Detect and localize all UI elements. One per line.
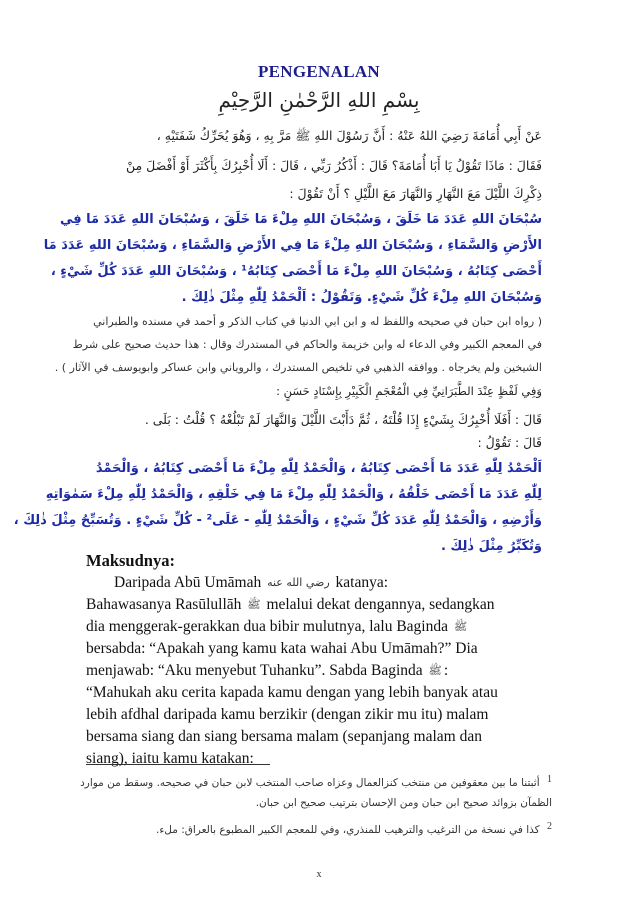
footnote-text: الظمآن بزوائد صحيح ابن حبان ومن الإحسان بترتيب صحيح ابن حبان. [255, 797, 552, 809]
translation-text: menjawab: “Aku menyebut Tuhanku”. Sabda Baginda [86, 662, 423, 679]
translation-text: : [443, 662, 449, 679]
dhikr-line: اَلْحَمْدُ لِلّٰهِ عَدَدَ مَا أَحْصَى كِتَابُهُ ، وَالْحَمْدُ لِلّٰهِ مِلْءَ مَا أَحْصَى كِتَابُهُ ، وَالْحَمْدُ [95, 461, 542, 476]
source-note-line: ( رواه ابن حبان في صحيحه واللفظ له و ابن ابي الدنيا في كتاب الذكر و أحمد في مسنده والطبراني [93, 315, 542, 328]
source-note-line: الشيخين ولم يخرجاه . ووافقه الذهبي في تلخيص المستدرك ، والروياني وابن عساكر وابويوسف في الآثار ) . [54, 361, 542, 374]
footnote-number: 2 [547, 821, 552, 832]
translation-line [86, 663, 552, 679]
salawat-sign: ﷺ [428, 664, 442, 677]
dhikr-line: وَسُبْحَانَ اللهِ مِلْءَ كُلِّ شَيْءٍ. وَتَقُوْلُ : اَلْحَمْدُ لِلّٰهِ مِثْلَ ذٰلِكَ . [181, 290, 542, 305]
radhiallahu-anhu-sign: رضي الله عنه [267, 576, 330, 589]
footnote-text: أثبتنا ما بين معقوفين من منتخب كنزالعمال وعزاه صاحب المنتخب لابن حبان في صحيحه. وسقط من موارد [80, 777, 540, 789]
arabic-narration-line: ذِكْرِكَ اللَّيْلَ مَعَ النَّهَارِ وَالنَّهَارَ مَعَ اللَّيْلِ ؟ أَنْ تَقُوْلَ : [289, 186, 542, 201]
translation-text: Bahawasanya Rasūlullāh [86, 596, 242, 613]
dhikr-line: سُبْحَانَ اللهِ عَدَدَ مَا خَلَقَ ، وَسُبْحَانَ اللهِ مِلْءَ مَا خَلَقَ ، وَسُبْحَانَ اللهِ عَدَدَ مَا فِي [59, 212, 542, 227]
dhikr-line: الأَرْضِ وَالسَّمَاءِ ، وَسُبْحَانَ اللهِ مِلْءَ مَا فِي الأَرْضِ وَالسَّمَاءِ ، وَسُبْحَانَ اللهِ عَدَدَ مَا [43, 238, 542, 253]
arabic-narration-line: عَنْ أَبِي أُمَامَةَ رَضِيَ اللهُ عَنْهُ : أَنَّ رَسُوْلَ اللهِ ﷺ مَرَّ بِهِ ، وَهُوَ يُحَرِّكُ شَفَتَيْهِ ، [156, 128, 542, 143]
salawat-sign: ﷺ [453, 620, 468, 633]
translation-line: lebih afdhal daripada kamu berzikir (dengan zikir mu itu) malam [86, 706, 489, 723]
salawat-sign: ﷺ [247, 598, 261, 611]
footnote-number: 1 [547, 774, 552, 785]
maksudnya-heading: Maksudnya: [86, 551, 175, 570]
footnote-divider [86, 764, 270, 765]
arabic-followup-line: قَالَ : أَفَلَا أُخْبِرُكَ بِشَيْءٍ إِذَا قُلْتَهُ ، ثُمَّ دَأَبْتَ اللَّيْلَ وَالنَّهَارَ لَمْ تَبْلُغْهُ ؟ قُلْتُ : بَلَى . [144, 412, 542, 427]
dhikr-line: وَأَرْضِهِ ، وَالْحَمْدُ لِلّٰهِ عَدَدَ كُلِّ شَيْءٍ ، وَالْحَمْدُ لِلّٰهِ - عَلَى² - كُلِّ شَيْءٍ . وَتُسَبِّحُ مِثْلَ ذٰلِكَ ، [13, 513, 542, 528]
arabic-followup-line: وَفِي لَفْظٍ عِنْدَ الطَّبَرَانِيِّ فِي الْمُعْجَمِ الْكَبِيْرِ بِإِسْنَادٍ حَسَنٍ : [276, 384, 542, 398]
translation-text: dia menggerak-gerakkan dua bibir mulutnya, lalu Baginda [86, 618, 448, 635]
arabic-followup-line: قَالَ : تَقُوْلُ : [477, 435, 542, 450]
translation-text: Daripada Abū Umāmah [114, 574, 262, 591]
page-number: x [316, 869, 322, 880]
translation-text: melalui dekat dengannya, sedangkan [266, 596, 495, 613]
translation-text: katanya: [335, 574, 389, 591]
footnote [80, 775, 552, 789]
dhikr-line: لِلّٰهِ عَدَدَ مَا أَحْصَى خَلْقُهُ ، وَالْحَمْدُ لِلّٰهِ مِلْءَ مَا فِي خَلْقِهِ ، وَالْحَمْدُ لِلّٰهِ مِلْءَ سَمٰوَاتِهِ [45, 487, 542, 502]
basmalah: بِسْمِ اللهِ الرَّحْمٰنِ الرَّحِيْمِ [218, 88, 420, 112]
translation-line [86, 619, 552, 635]
translation-line [86, 575, 552, 591]
dhikr-line: أَحْصَى كِتَابُهُ ، وَسُبْحَانَ اللهِ مِلْءَ مَا أَحْصَى كِتَابُهُ¹ ، وَسُبْحَانَ اللهِ عَدَدَ كُلِّ شَيْءٍ ، [50, 264, 542, 279]
translation-line: siang), iaitu kamu katakan: [86, 750, 254, 767]
page-title: PENGENALAN [257, 62, 380, 81]
footnote [80, 822, 552, 836]
translation-line: bersabda: “Apakah yang kamu kata wahai Abu Umāmah?” Dia [86, 640, 478, 657]
dhikr-line: وَتُكَبِّرُ مِثْلَ ذٰلِكَ . [440, 539, 542, 554]
footnote-text: كذا في نسخة من الترغيب والترهيب للمنذري، وفي للمعجم الكبير المطبوع بالعراق: ملء. [156, 824, 540, 836]
translation-line [86, 597, 552, 613]
arabic-narration-line: فَقَالَ : مَاذَا تَقُوْلُ يَا أَبَا أُمَامَةَ؟ قَالَ : أَذْكُرُ رَبِّي ، قَالَ : أَلَا أُخْبِرُكَ بِأَكْثَرَ أَوْ أَفْضَلَ مِنْ [125, 158, 542, 173]
footnote [80, 798, 552, 809]
translation-line: “Mahukah aku cerita kapada kamu dengan yang lebih banyak atau [86, 684, 498, 701]
source-note-line: في المعجم الكبير وفي الدعاء له وابن خزيمة والحاكم في المستدرك وقال : هذا حديث صحيح على شرط [72, 338, 542, 351]
translation-line: bersama siang dan siang bersama malam (sepanjang malam dan [86, 728, 482, 745]
